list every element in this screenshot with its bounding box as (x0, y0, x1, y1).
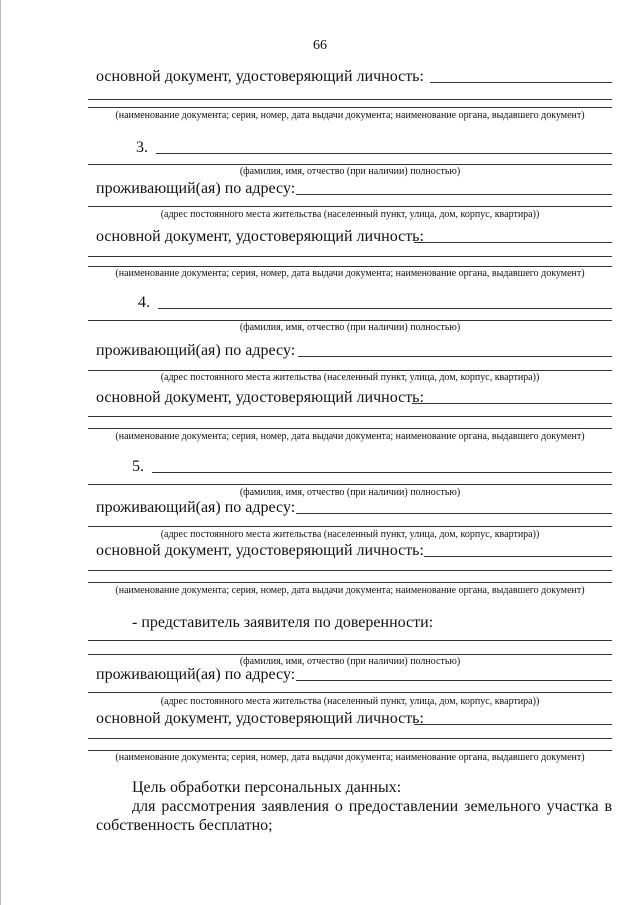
address-caption: (адрес постоянного места жительства (населенный пункт, улица, дом, корпус, квартира)) (160, 209, 540, 220)
fio-line (152, 472, 612, 473)
main-document-label: основной документ, удостоверяющий личность: (96, 542, 424, 559)
residing-label: проживающий(ая) по адресу: (96, 342, 296, 359)
main-document-line (412, 403, 612, 404)
main-document-label: основной документ, удостоверяющий личность: (96, 228, 424, 245)
address-line (88, 692, 612, 693)
fio-line (88, 320, 612, 321)
representative-label: - представитель заявителя по доверенности: (132, 614, 434, 631)
document-line (88, 99, 612, 100)
document-line (88, 416, 612, 417)
document-caption: (наименование документа; серия, номер, дата выдачи документа; наименование органа, выдавшего документ) (115, 431, 585, 442)
address-line (296, 194, 612, 195)
purpose-text-line-2: собственность бесплатно; (96, 817, 273, 834)
document-line (88, 738, 612, 739)
main-document-line (414, 724, 612, 725)
document-line (88, 582, 612, 583)
document-caption: (наименование документа; серия, номер, дата выдачи документа; наименование органа, выдавшего документ) (115, 110, 585, 121)
entry-number-5: 5. (132, 458, 144, 475)
purpose-text-line-1: для рассмотрения заявления о предоставлении земельного участка в (132, 798, 612, 815)
fio-line (88, 654, 612, 655)
document-line (88, 266, 612, 267)
entry-number-3: 3. (136, 139, 148, 156)
residing-label: проживающий(ая) по адресу: (96, 180, 296, 197)
page-edge (0, 0, 1, 905)
document-caption: (наименование документа; серия, номер, дата выдачи документа; наименование органа, выдавшего документ) (115, 268, 585, 279)
document-caption: (наименование документа; серия, номер, дата выдачи документа; наименование органа, выдавшего документ) (115, 585, 585, 596)
main-document-line (430, 82, 612, 83)
fio-caption: (фамилия, имя, отчество (при наличии) полностью) (239, 656, 461, 667)
address-line (88, 370, 612, 371)
residing-label: проживающий(ая) по адресу: (96, 666, 296, 683)
address-line (88, 526, 612, 527)
address-line (298, 356, 612, 357)
address-line (88, 206, 612, 207)
document-line (88, 570, 612, 571)
main-document-label: основной документ, удостоверяющий личность: (96, 68, 424, 85)
fio-line (88, 484, 612, 485)
fio-line (156, 153, 612, 154)
main-document-line (414, 242, 612, 243)
address-caption: (адрес постоянного места жительства (населенный пункт, улица, дом, корпус, квартира)) (160, 372, 540, 383)
document-line (88, 428, 612, 429)
main-document-line (424, 556, 612, 557)
purpose-heading: Цель обработки персональных данных: (132, 779, 402, 796)
address-line (296, 513, 612, 514)
main-document-label: основной документ, удостоверяющий личность: (96, 389, 424, 406)
entry-number-4: 4. (138, 294, 150, 311)
document-line (88, 750, 612, 751)
fio-line (158, 308, 612, 309)
fio-caption: (фамилия, имя, отчество (при наличии) полностью) (239, 487, 461, 498)
document-line (88, 256, 612, 257)
address-caption: (адрес постоянного места жительства (населенный пункт, улица, дом, корпус, квартира)) (160, 529, 540, 540)
fio-caption: (фамилия, имя, отчество (при наличии) полностью) (239, 322, 461, 333)
page-number: 66 (313, 38, 327, 53)
residing-label: проживающий(ая) по адресу: (96, 499, 296, 516)
document-line (88, 107, 612, 108)
address-caption: (адрес постоянного места жительства (населенный пункт, улица, дом, корпус, квартира)) (160, 696, 540, 707)
fio-line (88, 640, 612, 641)
main-document-label: основной документ, удостоверяющий личность: (96, 710, 424, 727)
document-caption: (наименование документа; серия, номер, дата выдачи документа; наименование органа, выдавшего документ) (115, 752, 585, 763)
address-line (296, 680, 612, 681)
fio-line (88, 164, 612, 165)
fio-caption: (фамилия, имя, отчество (при наличии) полностью) (239, 166, 461, 177)
